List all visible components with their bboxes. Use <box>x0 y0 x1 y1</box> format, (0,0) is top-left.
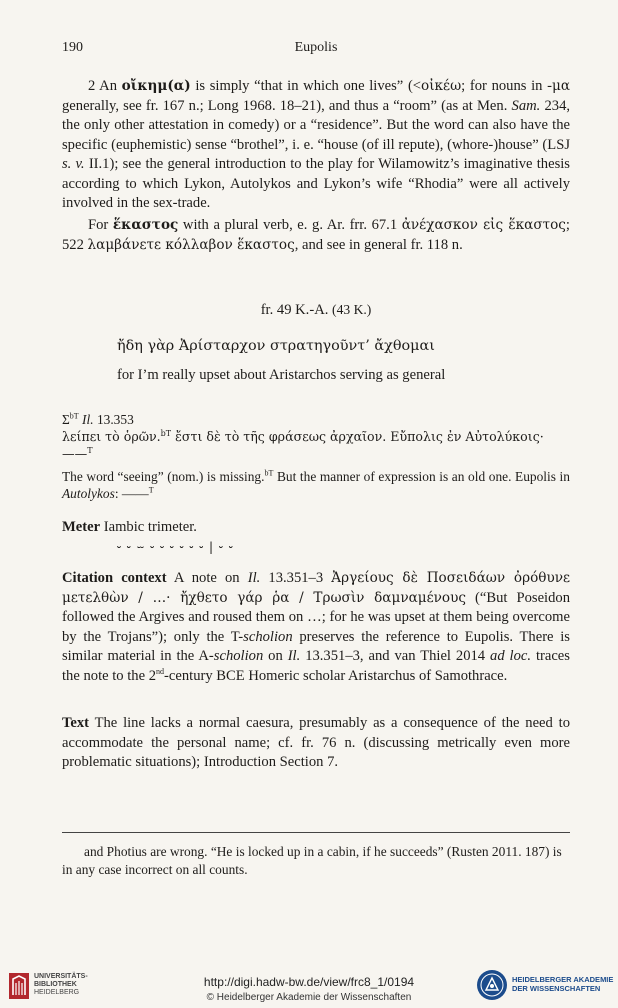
text-label: Text <box>62 715 90 731</box>
copyright-notice: © Heidelberger Akademie der Wissenschaften <box>206 992 412 1003</box>
lemma-oikema: οἴκημ(α) <box>121 78 191 94</box>
fragment-heading: fr. 49 K.-A. (43 K.) <box>260 302 372 318</box>
scholion-translation: The word “seeing” (nom.) is missing.$^{bT}$ But the manner of expression is an old one. Eupolis in Autolykos: ——$^T$ <box>62 468 570 501</box>
commentary-paragraph-hekastos: For ἕκαστος with a plural verb, e. g. Ar. frr. 67.1 ἀνέχασκον εἰς ἕκαστος; 522 λαμβάνετε κόλλαβον ἕκαστος, and see in general fr. 118 n. <box>62 217 570 253</box>
running-title: Eupolis <box>294 40 338 55</box>
permalink-url[interactable]: http://digi.hadw-bw.de/view/frc8_1/0194 <box>203 975 415 989</box>
running-header <box>62 40 570 60</box>
academy-seal-icon <box>476 969 508 1001</box>
lemma-hekastos: ἕκαστος <box>112 217 179 233</box>
text-section: Text The line lacks a normal caesura, presumably as a consequence of the need to accommodate the personal name; cf. fr. 76 n. (discussing metrically even more problematic situations); Introduction Section 7. <box>62 715 570 770</box>
fragment-translation: for I’m really upset about Aristarchos serving as general <box>117 367 446 383</box>
scholion-greek: λείπει τὸ ὁρῶν.$^{bT}$ ἔστι δὲ τὸ τῆς φράσεως ἀρχαῖον. Εὔπολις ἐν Αὐτολύκοις· ——$^T$ <box>62 428 544 461</box>
commentary-paragraph-2: 2 An οἴκημ(α) is simply “that in which one lives” (<οἰκέω; for nouns in -μα generally, see fr. 167 n.; Long 1968. 18–21), and thus a “room” (as at Men. Sam. 234, the only other attestation in comedy) or a “residence”. But the word can also have the specific (euphemistic) sense “brothel”, i. e. “house (of ill repute), (whore-)house” (LSJ s. v. II.1); see the general introduction to the play for Wilamowitz’s imaginative thesis according to which Lykon, Autolykos and Lykon’s wife “Rhodia” were all actively involved in the sex-trade. <box>62 78 571 211</box>
academy-name: HEIDELBERGER AKADEMIE DER WISSENSCHAFTEN <box>512 975 614 993</box>
meter-text: Iambic trimeter. <box>103 519 197 535</box>
note-number: 2 <box>88 78 96 94</box>
meter-label: Meter <box>62 519 101 535</box>
meter-scheme: ⏑ ⏑ ⏖ ⏑ ⏑ ⏑ ⏑ ⏑ ⏑ | ⏑ ⏑ <box>117 539 234 554</box>
footnote-rule <box>62 832 570 833</box>
university-library-name: UNIVERSITÄTS- BIBLIOTHEK HEIDELBERG <box>34 973 88 996</box>
fragment-greek-verse: ἤδη γὰρ Ἀρίσταρχον στρατηγοῦντ’ ἄχθομαι <box>117 338 435 354</box>
citation-context-label: Citation context <box>62 570 167 586</box>
page-number: 190 <box>62 40 83 55</box>
meter-section <box>62 518 570 557</box>
citation-context-section: Citation context A note on Il. 13.351–3 Ἀργείους δὲ Ποσειδάων ὀρόθυνε μετελθὼν / …· ἤχθετο γάρ ῥα / Τρωσὶν δαμναμένους (“But Poseidon followed the Argives and roused them on …; for he was upset at them being overcome by the Trojans”); only the T-scholion preserves the reference to Eupolis. There is similar material in the A-scholion on Il. 13.351–3, and van Thiel 2014 ad loc. traces the note to the 2nd-century BCE Homeric scholar Aristarchus of Samothrace. <box>62 570 571 684</box>
scholion-reference: $\Sigma^{bT}$ Il. 13.353 <box>62 411 134 427</box>
digitization-footer <box>0 965 618 1008</box>
footnote: and Photius are wrong. “He is locked up in a cabin, if he succeeds” (Rusten 2011. 187) is in any case incorrect on all counts. <box>62 844 562 877</box>
scholion-block <box>62 411 570 502</box>
